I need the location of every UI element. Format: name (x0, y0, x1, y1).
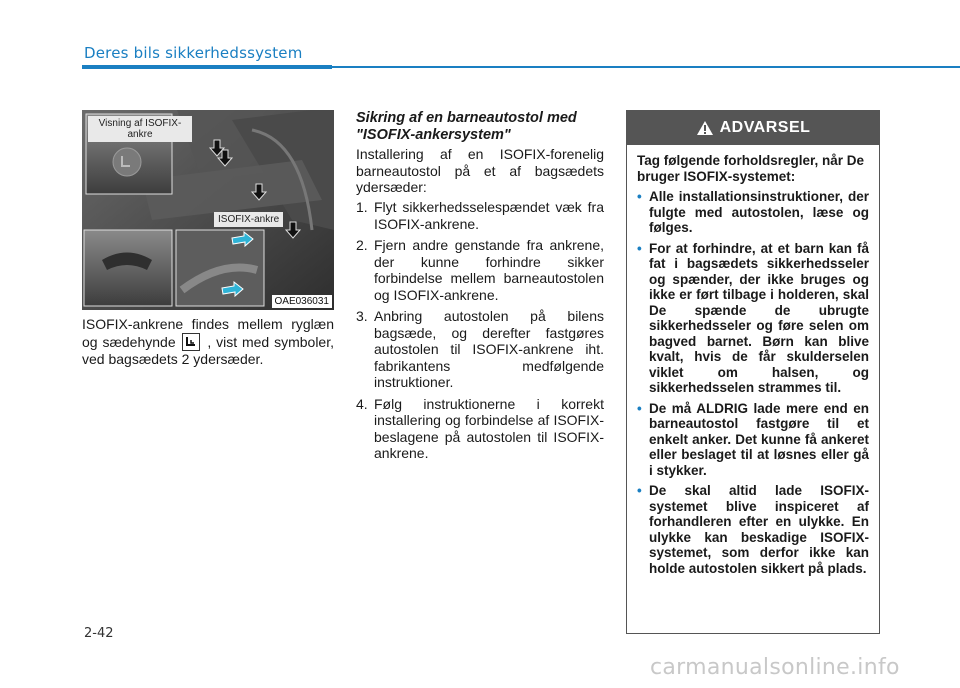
section-title: Deres bils sikkerhedssystem (84, 44, 303, 62)
warning-box (626, 110, 880, 634)
isofix-intro-paragraph: Installering af en ISOFIX-forenelig barneautostol på et af bagsædets ydersæder: (356, 146, 604, 195)
isofix-symbol-icon (182, 333, 200, 351)
warning-triangle-icon (696, 120, 714, 136)
list-item: 1. Flyt sikkerhedsselespændet væk fra ISOFIX-ankrene. (356, 199, 604, 232)
header-rule-thick (82, 65, 332, 69)
list-item: • De skal altid lade ISOFIX-systemet blive inspiceret af forhandleren efter en ulykke. En ulykke kan beskadige ISOFIX-systemet, som derfor ikke kan holde autostolen sikkert på plads. (637, 483, 869, 576)
paragraph-text-before-icon: ISOFIX-ankrene findes mellem ryglæn og sædehynde (82, 316, 334, 350)
list-item: • For at forhindre, at et barn kan få fat i bagsædets sikkerhedsseler og spænder, der ikke bruges og ikke er ført tilbage i holderen, skal De spænde de ubrugte sikkerhedsseler og føre selen om bagved barnet. Børn kan blive kvalt, hvis de får skulderselen viklet om halsen, og sikkerhedsselen strammes til. (637, 240, 869, 395)
paragraph-text-after-icon: , vist med symboler, ved bagsædets 2 ydersæder. (82, 333, 335, 367)
list-item: 4. Følg instruktionerne i korrekt installering og forbindelse af ISOFIX-beslagene på autostolen til ISOFIX-ankrene. (356, 395, 604, 461)
list-item: • De må ALDRIG lade mere end en barneautostol fastgøre til et enkelt anker. Det kunne få ankeret eller beslaget til at løsnes eller gå i stykker. (637, 400, 869, 478)
header-rule-thin (332, 66, 960, 68)
warning-intro: Tag følgende forholdsregler, når De bruger ISOFIX-systemet: (637, 153, 865, 184)
warning-list (637, 189, 869, 581)
figure-code: OAE036031 (272, 295, 333, 308)
callout-isofix-view: Visning af ISOFIX-ankre (88, 116, 192, 142)
list-item: • Alle installationsinstruktioner, der fulgte med autostolen, læse og følges. (637, 189, 869, 235)
list-item: 2. Fjern andre genstande fra ankrene, der kunne forhindre sikker forbindelse mellem barneautostolen og ISOFIX-ankrene. (356, 237, 604, 303)
watermark: carmanualsonline.info (650, 655, 900, 680)
isofix-section-heading: Sikring af en barneautostol med "ISOFIX-ankersystem" (356, 110, 577, 143)
isofix-location-paragraph (82, 316, 334, 367)
installation-steps-list (356, 199, 604, 467)
isofix-photo (82, 110, 334, 310)
page-number: 2-42 (84, 626, 114, 641)
callout-isofix-anchor: ISOFIX-ankre (214, 212, 283, 227)
warning-header (627, 111, 879, 145)
warning-title: ADVARSEL (719, 119, 811, 136)
list-item: 3. Anbring autostolen på bilens bagsæde, og derefter fastgøres autostolen til ISOFIX-ankrene iht. fabrikantens medfølgende instruktioner. (356, 308, 604, 390)
